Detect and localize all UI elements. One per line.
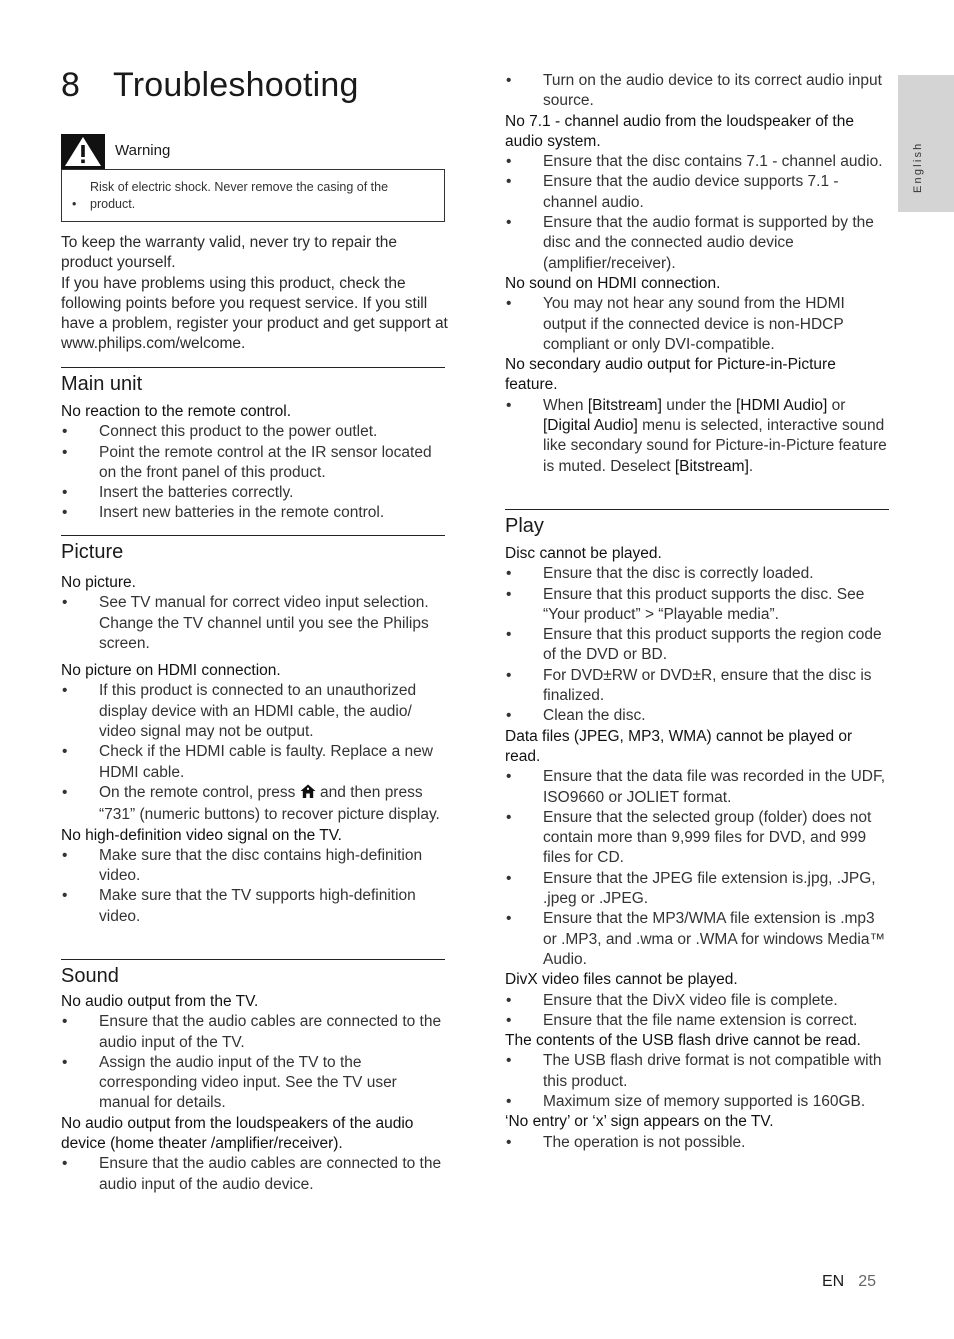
list-item: • Check if the HDMI cable is faulty. Replace a new HDMI cable. (61, 742, 445, 783)
issue-heading: No sound on HDMI connection. (505, 274, 721, 292)
list-item: • Ensure that the DivX video file is complete. (505, 991, 889, 1011)
list-item: • If this product is connected to an unauthorized display device with an HDMI cable, the audio/ video signal may not be output. (61, 681, 445, 742)
warning-text: Risk of electric shock. Never remove the casing of the product. (90, 180, 389, 211)
list-item: • Insert new batteries in the remote control. (61, 503, 445, 523)
list-item: • When [Bitstream] under the [HDMI Audio] or [Digital Audio] menu is selected, interactive sound like secondary sound for Picture-in-Picture feature is muted. Deselect [Bitstream]. (505, 396, 889, 477)
menu-keyword: [Bitstream] (674, 457, 749, 475)
list-item: • Ensure that the MP3/WMA file extension is .mp3 or .MP3, and .wma or .WMA for windows Media™ Audio. (505, 909, 889, 970)
intro-paragraph: To keep the warranty valid, never try to repair the product yourself. (61, 234, 397, 272)
issue-list (505, 767, 889, 970)
chapter-heading (61, 66, 359, 105)
warning-box: •Risk of electric shock. Never remove the casing of the product. (61, 169, 445, 222)
list-item: • Clean the disc. (505, 706, 889, 726)
list-item: • Ensure that the audio format is supported by the disc and the connected audio device (amplifier/receiver). (505, 213, 889, 274)
list-item: • Ensure that this product supports the region code of the DVD or BD. (505, 625, 889, 666)
issue-list (61, 681, 445, 825)
issue-list (505, 294, 889, 355)
issue-list (505, 1133, 889, 1153)
issue-list (61, 1012, 445, 1113)
warning-icon (61, 134, 105, 169)
list-item: • You may not hear any sound from the HDMI output if the connected device is non-HDCP compliant or only DVI-compatible. (505, 294, 889, 355)
list-item (61, 783, 445, 826)
list-item: • The USB flash drive format is not compatible with this product. (505, 1051, 889, 1092)
issue-list (505, 991, 889, 1032)
issue-list (505, 564, 889, 726)
page-number: 25 (858, 1273, 877, 1290)
issue-heading: No audio output from the TV. (61, 993, 259, 1010)
issue-heading: No picture. (61, 574, 136, 591)
list-item: • Ensure that the disc is correctly loaded. (505, 564, 889, 584)
list-item-text: On the remote control, press (99, 783, 296, 801)
home-icon (300, 784, 316, 805)
menu-keyword: [Bitstream] (587, 396, 662, 414)
section-title: Main unit (61, 373, 143, 395)
list-item: • Insert the batteries correctly. (61, 483, 445, 503)
issue-list (505, 396, 889, 477)
issue-heading: No reaction to the remote control. (61, 403, 292, 420)
issue-heading: No 7.1 - channel audio from the loudspeaker of the audio system. (505, 112, 854, 150)
page-footer (822, 1273, 876, 1291)
list-item: • Maximum size of memory supported is 160GB. (505, 1092, 889, 1112)
issue-list (505, 152, 889, 274)
issue-heading: DivX video files cannot be played. (505, 971, 738, 989)
list-item: • Ensure that the disc contains 7.1 - channel audio. (505, 152, 889, 172)
section-title: Picture (61, 541, 124, 563)
list-item: • Ensure that the file name extension is correct. (505, 1011, 889, 1031)
list-item: • Point the remote control at the IR sensor located on the front panel of this product. (61, 443, 445, 484)
list-item: • Make sure that the TV supports high-definition video. (61, 886, 445, 927)
menu-keyword: [Digital Audio] (543, 417, 638, 435)
issue-heading: No high-definition video signal on the TV. (61, 826, 342, 844)
list-item: • Ensure that the audio device supports 7.1 - channel audio. (505, 172, 889, 213)
list-item: • Ensure that the selected group (folder) does not contain more than 9,999 files for DVD, and 999 files for CD. (505, 808, 889, 869)
language-tab (898, 75, 954, 212)
warning-label: Warning (115, 142, 171, 159)
issue-heading: Data files (JPEG, MP3, WMA) cannot be played or read. (505, 727, 853, 765)
list-item: • Ensure that this product supports the disc. See “Your product” > “Playable media”. (505, 585, 889, 626)
issue-heading: No audio output from the loudspeakers of the audio device (home theater /amplifier/receiver). (61, 1114, 414, 1153)
menu-keyword: [HDMI Audio] (736, 396, 828, 414)
issue-heading: Disc cannot be played. (505, 545, 662, 562)
issue-heading: No secondary audio output for Picture-in-Picture feature. (505, 356, 836, 394)
list-item: • For DVD±RW or DVD±R, ensure that the disc is finalized. (505, 666, 889, 707)
chapter-number: 8 (61, 66, 81, 104)
intro-text (61, 233, 451, 355)
issue-list (61, 846, 445, 927)
list-item: • Turn on the audio device to its correct audio input source. (505, 71, 889, 112)
issue-list (61, 1154, 445, 1195)
issue-heading: ‘No entry’ or ‘x’ sign appears on the TV. (505, 1113, 774, 1131)
section-title: Sound (61, 965, 119, 987)
section-main-unit (61, 367, 445, 524)
issue-list (505, 71, 889, 112)
issue-heading: The contents of the USB flash drive cannot be read. (505, 1032, 861, 1050)
list-item: • Ensure that the JPEG file extension is.jpg, .JPG, .jpeg or .JPEG. (505, 869, 889, 910)
list-item: • Make sure that the disc contains high-definition video. (61, 846, 445, 887)
list-item: • Ensure that the audio cables are connected to the audio input of the audio device. (61, 1154, 445, 1195)
intro-paragraph: If you have problems using this product, check the following points before you request service. If you still have a problem, register your product and get support at www.philips.com/welcome. (61, 274, 448, 353)
list-item: • Assign the audio input of the TV to the corresponding video input. See the TV user manual for details. (61, 1053, 445, 1114)
section-sound-continued (505, 71, 889, 477)
footer-language: EN (822, 1273, 845, 1290)
chapter-title: Troubleshooting (113, 66, 359, 104)
section-sound (61, 959, 445, 1195)
list-item: • The operation is not possible. (505, 1133, 889, 1153)
section-title: Play (505, 515, 544, 537)
section-play (505, 509, 889, 1153)
list-item: • See TV manual for correct video input selection. Change the TV channel until you see the Philips screen. (61, 593, 445, 654)
language-label: English (912, 141, 924, 193)
issue-list (505, 1051, 889, 1112)
warning-header (61, 134, 445, 169)
list-item: • Ensure that the audio cables are connected to the audio input of the TV. (61, 1012, 445, 1053)
list-item: • Ensure that the data file was recorded in the UDF, ISO9660 or JOLIET format. (505, 767, 889, 808)
section-picture (61, 535, 445, 927)
issue-heading: No picture on HDMI connection. (61, 662, 281, 680)
list-item: • Connect this product to the power outlet. (61, 422, 445, 442)
list-item-text: and then press “731” (numeric buttons) to recover picture display. (99, 783, 440, 824)
issue-list (61, 593, 445, 654)
issue-list (61, 422, 445, 523)
